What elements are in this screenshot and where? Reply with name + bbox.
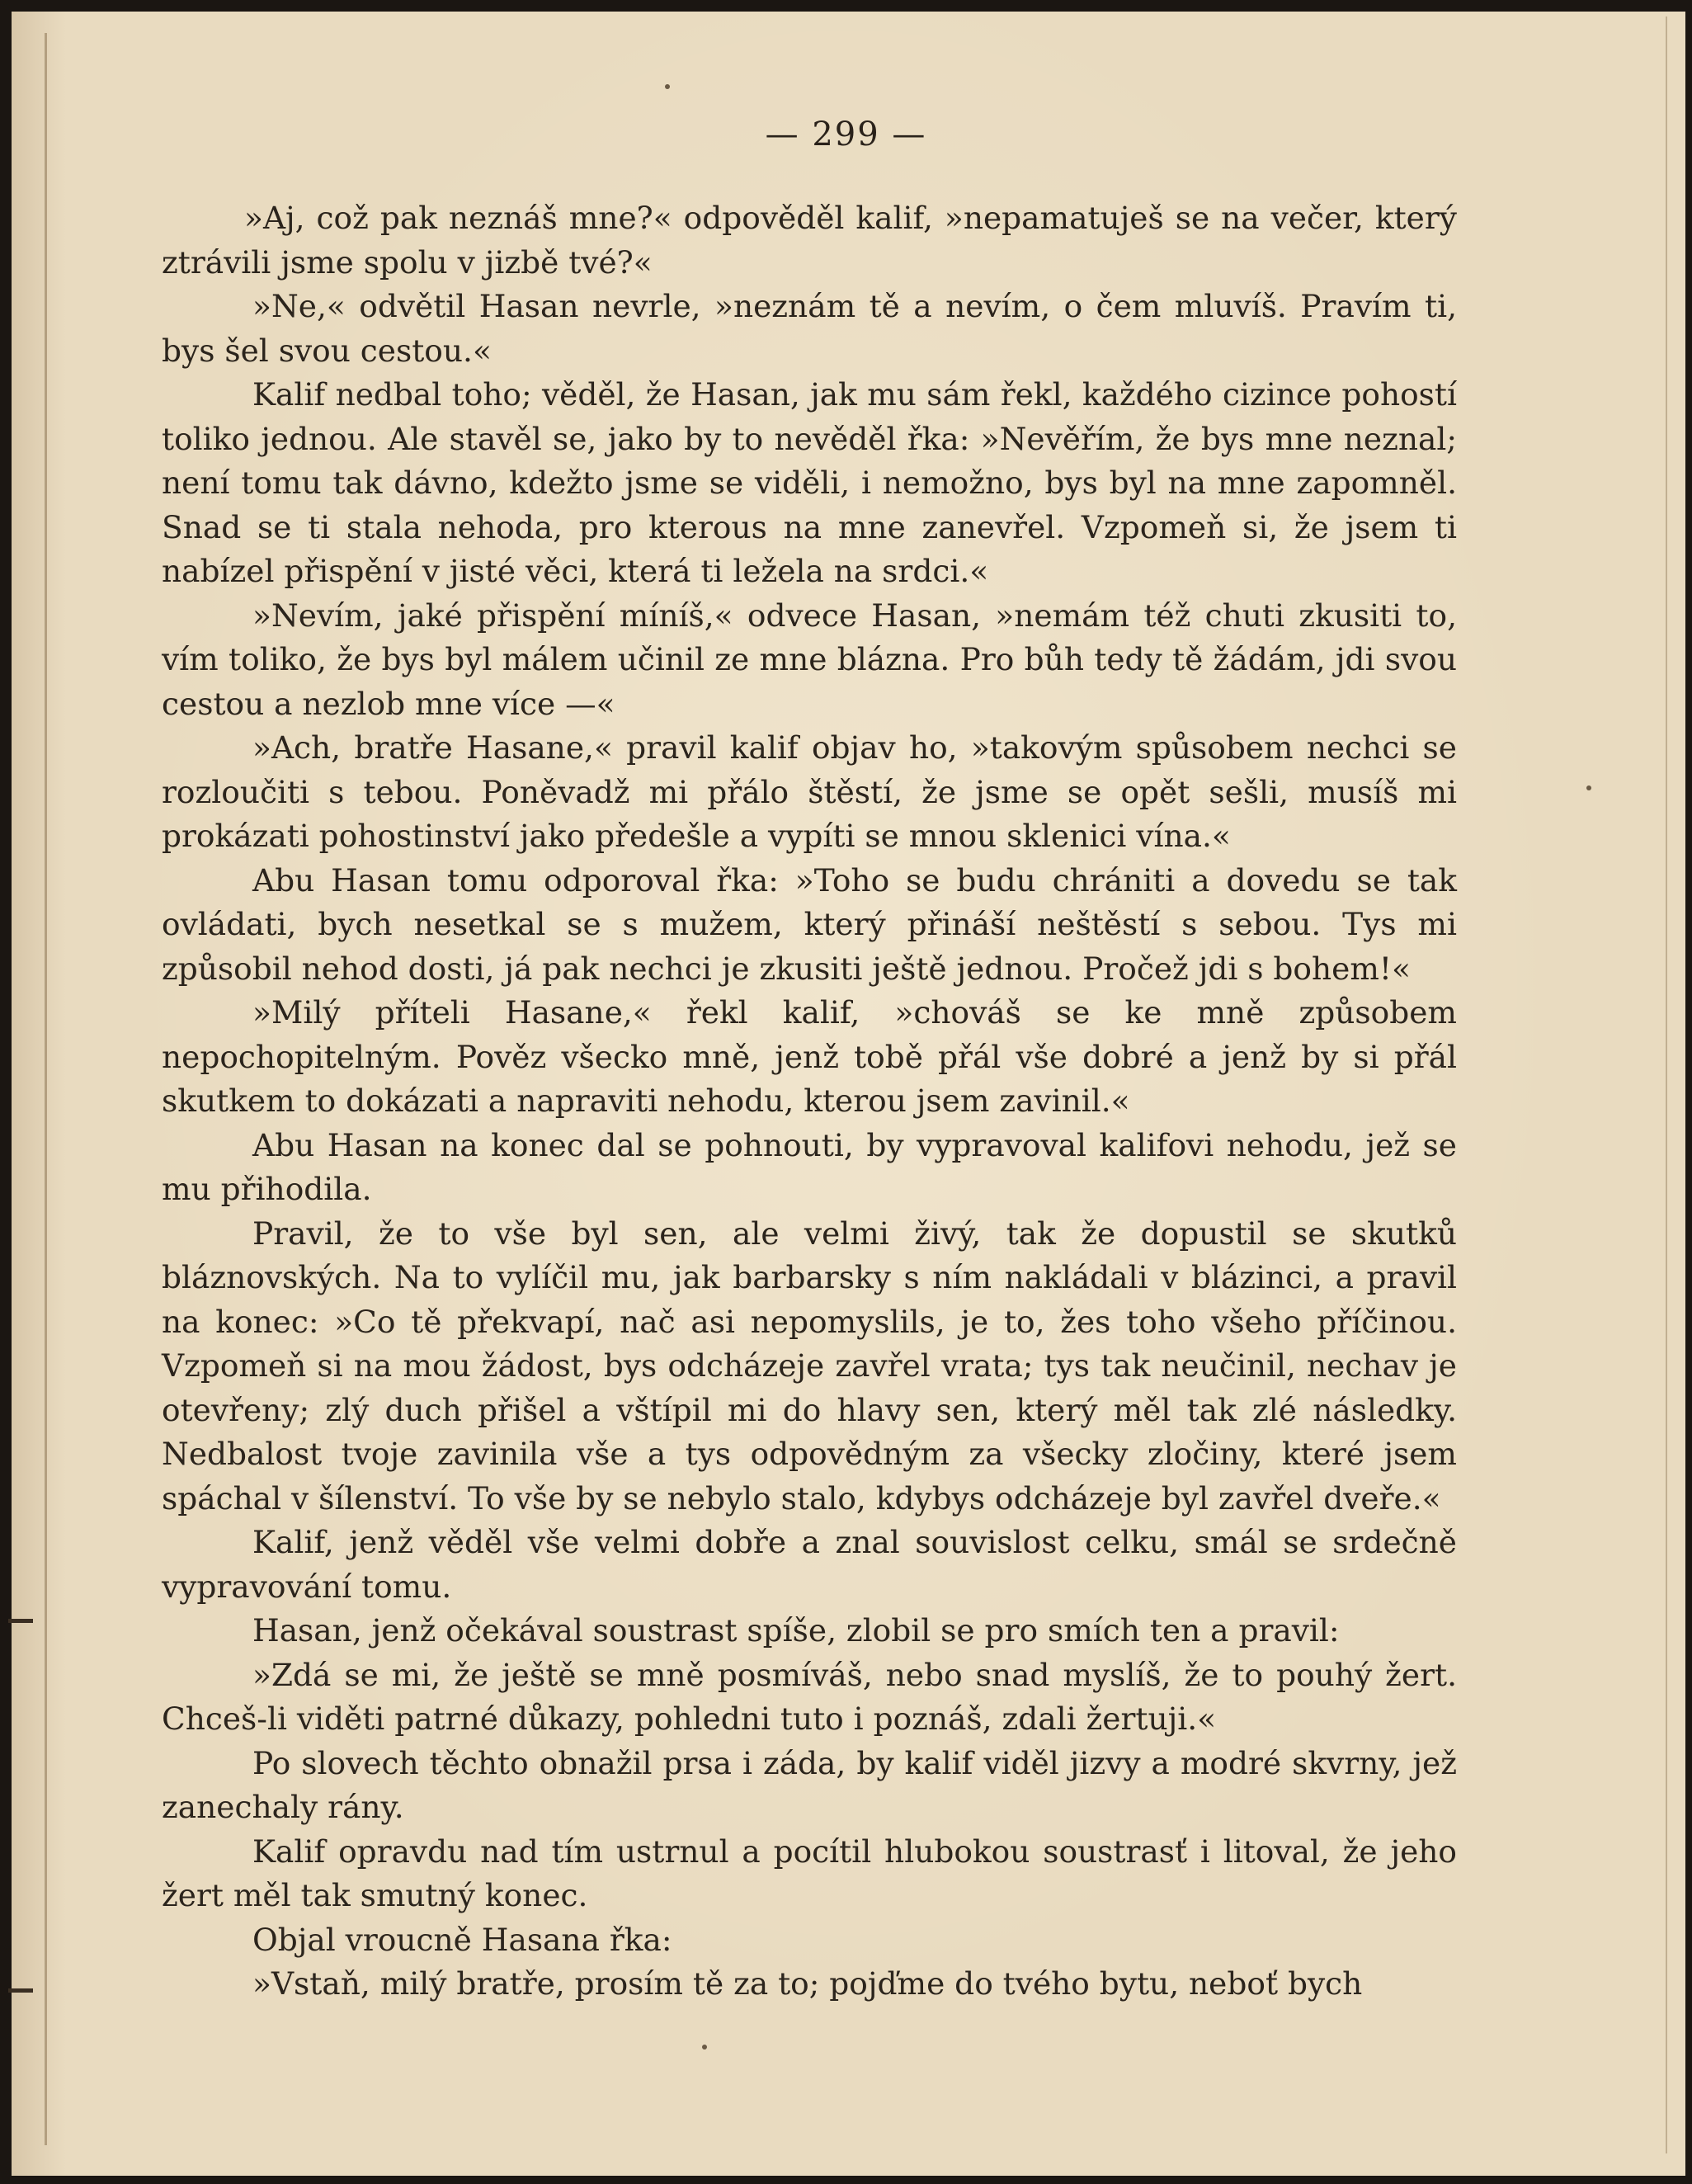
scan-border-bottom (0, 2176, 1692, 2184)
page-edge-line (1666, 17, 1667, 2153)
paragraph: »Nevím, jaké přispění míníš,« odvece Hasan, »nemám též chuti zkusiti to, vím toliko, že bys byl málem učinil ze mne blázna. Pro bůh tedy tě žádám, jdi svou cestou a nezlob mne více —« (162, 597, 1457, 722)
body-text (162, 196, 1457, 2007)
paragraph: »Ne,« odvětil Hasan nevrle, »neznám tě a nevím, o čem mluvíš. Pravím ti, bys šel svou cestou.« (162, 288, 1457, 369)
paper-speck (702, 2045, 707, 2050)
paragraph: Abu Hasan na konec dal se pohnouti, by vypravoval kalifovi nehodu, jež se mu přihodila. (162, 1126, 1457, 1207)
scan-border-right (1685, 0, 1692, 2184)
paragraph: Pravil, že to vše byl sen, ale velmi živý, tak že dopustil se skutků bláznovských. Na to vylíčil mu, jak barbarsky s ním nakládali v blázinci, a pravil na konec: »Co tě překvapí, nač asi nepomyslils, je to, žes toho všeho příčinou. Vzpomeň si na mou žádost, bys odcházeje zavřel vrata; tys tak neučinil, nechav je otevřeny; zlý duch přišel a vštípil mi do hlavy sen, který měl tak zlé následky. Nedbalost tvoje zavinila vše a tys odpovědným za všecky zločiny, které jsem spáchal v šílenství. To vše by se nebylo stalo, kdybys odcházeje byl zavřel dveře.« (162, 1215, 1457, 1517)
binding-mark (8, 1619, 33, 1623)
paragraph: Hasan, jenž očekával soustrast spíše, zlobil se pro smích ten a pravil: (252, 1612, 1340, 1649)
binding-mark (8, 1988, 33, 1993)
paragraph: Kalif nedbal toho; věděl, že Hasan, jak mu sám řekl, každého cizince pohostí toliko jednou. Ale stavěl se, jako by to nevěděl řka: »Nevěřím, že bys mne neznal; není tomu tak dávno, kdežto jsme se viděli, i nemožno, bys byl na mne zapomněl. Snad se ti stala nehoda, pro kterous na mne zanevřel. Vzpomeň si, že jsem ti nabízel přispění v jisté věci, která ti ležela na srdci.« (162, 376, 1457, 589)
paragraph: »Aj, což pak neznáš mne?« odpověděl kalif, »nepamatuješ se na večer, který ztrávili jsme spolu v jizbě tvé?« (162, 200, 1457, 281)
paragraph: Kalif opravdu nad tím ustrnul a pocítil hlubokou soustrasť i litoval, že jeho žert měl tak smutný konec. (162, 1833, 1457, 1913)
paragraph: »Zdá se mi, že ještě se mně posmíváš, nebo snad myslíš, že to pouhý žert. Chceš-li viděti patrné důkazy, pohledni tuto i poznáš, zdali žertuji.« (162, 1656, 1457, 1737)
scan-border-left (0, 0, 12, 2184)
scan-border-top (0, 0, 1692, 12)
paper-speck (665, 84, 670, 89)
paragraph: Abu Hasan tomu odporoval řka: »Toho se budu chrániti a dovedu se tak ovládati, bych nesetkal se s mužem, který přináší neštěstí s sebou. Tys mi způsobil nehod dosti, já pak nechci je zkusiti ještě jednou. Pročež jdi s bohem!« (162, 861, 1457, 987)
page-number: — 299 — (765, 116, 927, 153)
paragraph: Objal vroucně Hasana řka: (252, 1921, 672, 1958)
binding-fold-line (45, 33, 47, 2145)
paragraph: »Milý příteli Hasane,« řekl kalif, »chováš se ke mně způsobem nepochopitelným. Pověz všecko mně, jenž tobě přál vše dobré a jenž by si přál skutkem to dokázati a napraviti nehodu, kterou jsem zavinil.« (162, 994, 1457, 1119)
paragraph: Po slovech těchto obnažil prsa i záda, by kalif viděl jizvy a modré skvrny, jež zanechaly rány. (162, 1744, 1457, 1825)
paragraph: »Ach, bratře Hasane,« pravil kalif objav ho, »takovým spůsobem nechci se rozloučiti s tebou. Poněvadž mi přálo štěstí, že jsme se opět sešli, musíš mi prokázati pohostinství jako předešle a vypíti se mnou sklenici vína.« (162, 729, 1457, 854)
paragraph: »Vstaň, milý bratře, prosím tě za to; pojďme do tvého bytu, neboť bych (252, 1965, 1363, 2002)
paper-speck (1586, 785, 1591, 790)
paragraph: Kalif, jenž věděl vše velmi dobře a znal souvislost celku, smál se srdečně vypravování tomu. (162, 1524, 1457, 1605)
